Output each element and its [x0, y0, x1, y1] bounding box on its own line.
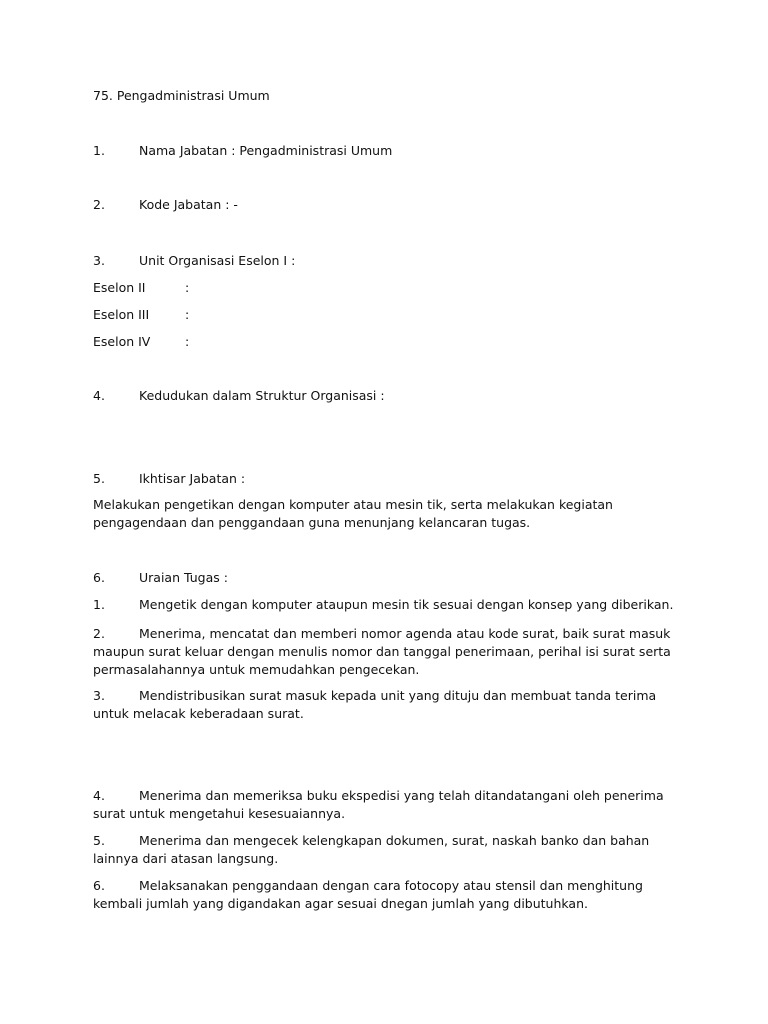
list-item-text: Menerima, mencatat dan memberi nomor agenda atau kode surat, baik surat masuk maupun surat keluar dengan menulis nomor dan tanggal penerimaan, perihal isi surat serta permasalahannya untuk memudahkan pengecekan.	[93, 626, 671, 677]
page-title: 75. Pengadministrasi Umum	[93, 88, 270, 103]
list-item-number: 1.	[93, 597, 105, 612]
list-item	[93, 625, 683, 679]
section-nama-jabatan: Nama Jabatan : Pengadministrasi Umum	[139, 143, 393, 158]
eselon-colon: :	[185, 334, 190, 349]
section-ikhtisar: Ikhtisar Jabatan :	[139, 471, 246, 486]
list-item-number: 6.	[93, 878, 105, 893]
section-number: 1.	[93, 143, 105, 158]
list-item-text: Menerima dan mengecek kelengkapan dokumen, surat, naskah banko dan bahan lainnya dari atasan langsung.	[93, 833, 650, 866]
list-item-text: Mengetik dengan komputer ataupun mesin tik sesuai dengan konsep yang diberikan.	[139, 597, 674, 612]
list-item-number: 2.	[93, 626, 105, 641]
list-item	[93, 832, 683, 868]
eselon-colon: :	[185, 280, 190, 295]
list-item	[93, 787, 683, 823]
eselon-label: Eselon III	[93, 307, 150, 322]
eselon-label: Eselon II	[93, 280, 146, 295]
section-number: 5.	[93, 471, 105, 486]
eselon-label: Eselon IV	[93, 334, 151, 349]
list-item	[93, 687, 683, 723]
list-item-number: 5.	[93, 833, 105, 848]
list-item-number: 3.	[93, 688, 105, 703]
section-number: 6.	[93, 570, 105, 585]
list-item	[93, 877, 683, 913]
section-number: 4.	[93, 388, 105, 403]
list-item	[93, 596, 683, 614]
list-item-text: Melaksanakan penggandaan dengan cara fotocopy atau stensil dan menghitung kembali jumlah yang digandakan agar sesuai dnegan jumlah yang dibutuhkan.	[93, 878, 643, 911]
ikhtisar-paragraph: Melakukan pengetikan dengan komputer atau mesin tik, serta melakukan kegiatan pengagendaan dan penggandaan guna menunjang kelancaran tugas.	[93, 497, 613, 530]
list-item-text: Mendistribusikan surat masuk kepada unit yang dituju dan membuat tanda terima untuk melacak keberadaan surat.	[93, 688, 657, 721]
list-item-text: Menerima dan memeriksa buku ekspedisi yang telah ditandatangani oleh penerima surat untuk mengetahui kesesuaiannya.	[93, 788, 664, 821]
section-kedudukan: Kedudukan dalam Struktur Organisasi :	[139, 388, 385, 403]
section-number: 3.	[93, 253, 105, 268]
section-unit-organisasi: Unit Organisasi Eselon I :	[139, 253, 296, 268]
section-kode-jabatan: Kode Jabatan : -	[139, 197, 238, 212]
section-number: 2.	[93, 197, 105, 212]
eselon-colon: :	[185, 307, 190, 322]
list-item-number: 4.	[93, 788, 105, 803]
section-uraian-tugas: Uraian Tugas :	[139, 570, 228, 585]
